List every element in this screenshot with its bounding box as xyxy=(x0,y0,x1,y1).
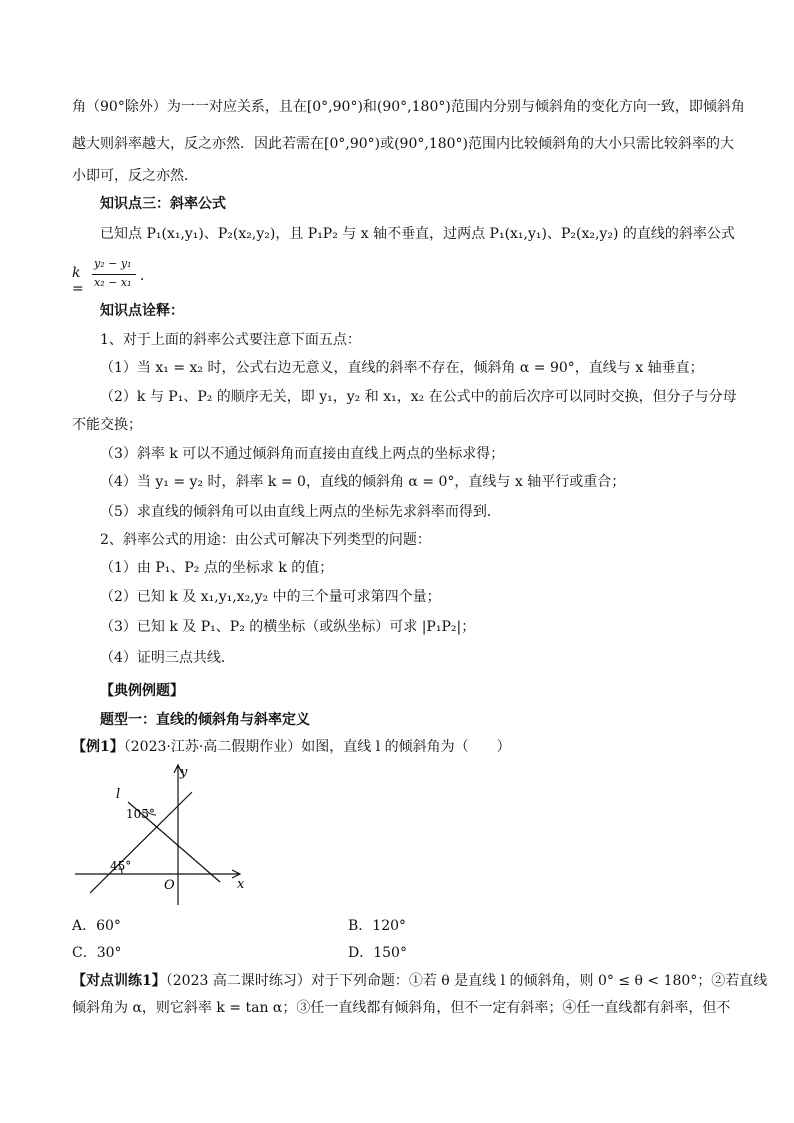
option-c[interactable]: C．30° xyxy=(72,945,122,961)
x-axis-label: x xyxy=(237,877,245,892)
example-1-figure xyxy=(70,760,260,910)
usage-item-1: （1）由 P₁、P₂ 点的坐标求 k 的值； xyxy=(100,560,334,576)
fraction-bar xyxy=(92,274,136,275)
intro-line-2: 越大则斜率越大，反之亦然．因此若需在[0°,90°)或(90°,180°)范围内比较倾斜角的大小只需比较斜率的大 xyxy=(72,136,735,152)
training-1-text: （2023 高二课时练习）对于下列命题：①若 θ 是直线 l 的倾斜角，则 0° ≤ θ < 180°；②若直线 xyxy=(165,973,768,989)
example-1-tag: 【例1】 xyxy=(72,739,124,755)
explain-point-2: 2、斜率公式的用途：由公式可解决下列类型的问题： xyxy=(100,532,431,548)
usage-item-3: （3）已知 k 及 P₁、P₂ 的横坐标（或纵坐标）可求 |P₁P₂|； xyxy=(100,619,476,635)
training-1-tag: 【对点训练1】 xyxy=(72,973,166,989)
kp3-heading: 知识点三：斜率公式 xyxy=(100,196,226,212)
explain-point-1: 1、对于上面的斜率公式要注意下面五点： xyxy=(100,332,361,348)
formula-denominator: x₂ − x₁ xyxy=(94,276,132,289)
option-b[interactable]: B．120° xyxy=(348,918,407,934)
intro-line-1: 角（90°除外）为一一对应关系，且在[0°,90°)和(90°,180°)范围内分别与倾斜角的变化方向一致，即倾斜角 xyxy=(72,99,745,115)
angle-label-105: 105° xyxy=(126,807,155,821)
angle-label-45: 45° xyxy=(110,859,132,873)
explain-item-1: （1）当 x₁ = x₂ 时，公式右边无意义，直线的斜率不存在，倾斜角 α = 90°，直线与 x 轴垂直； xyxy=(100,360,704,376)
training-1-line-2: 倾斜角为 α，则它斜率 k = tan α；③任一直线都有倾斜角，但不一定有斜率；④任一直线都有斜率，但不 xyxy=(72,1000,731,1016)
type-1-heading: 题型一：直线的倾斜角与斜率定义 xyxy=(100,712,310,728)
training-1-line-1 xyxy=(72,971,767,991)
option-a[interactable]: A．60° xyxy=(72,918,121,934)
example-1 xyxy=(72,737,511,757)
line-l-label: l xyxy=(116,787,121,802)
option-d[interactable]: D．150° xyxy=(348,945,407,961)
example-1-text: （2023·江苏·高二假期作业）如图，直线 l 的倾斜角为（ ） xyxy=(123,739,511,755)
y-axis-label: y xyxy=(180,765,188,780)
explain-item-3: （3）斜率 k 可以不通过倾斜角而直接由直线上两点的坐标求得； xyxy=(100,446,505,462)
usage-item-2: （2）已知 k 及 x₁,y₁,x₂,y₂ 中的三个量可求第四个量； xyxy=(100,589,441,605)
formula-k: k = xyxy=(72,265,84,297)
examples-heading: 【典例例题】 xyxy=(100,683,184,699)
formula-numerator: y₂ − y₁ xyxy=(94,257,132,270)
formula-end: ． xyxy=(140,268,154,284)
explain-item-4: （4）当 y₁ = y₂ 时，斜率 k = 0，直线的倾斜角 α = 0°，直线与 x 轴平行或重合； xyxy=(100,474,626,490)
usage-item-4: （4）证明三点共线． xyxy=(100,650,235,666)
kp3-line-1: 已知点 P₁(x₁,y₁)、P₂(x₂,y₂)，且 P₁P₂ 与 x 轴不垂直，过两点 P₁(x₁,y₁)、P₂(x₂,y₂) 的直线的斜率公式 xyxy=(100,226,735,242)
explain-heading: 知识点诠释： xyxy=(100,303,184,319)
intro-line-3: 小即可，反之亦然． xyxy=(72,168,198,184)
origin-label: O xyxy=(164,878,175,893)
explain-item-2b: 不能交换； xyxy=(72,417,142,433)
explain-item-2a: （2）k 与 P₁、P₂ 的顺序无关，即 y₁，y₂ 和 x₁，x₂ 在公式中的前后次序可以同时交换，但分子与分母 xyxy=(100,389,737,405)
explain-item-5: （5）求直线的倾斜角可以由直线上两点的坐标先求斜率而得到． xyxy=(100,504,501,520)
